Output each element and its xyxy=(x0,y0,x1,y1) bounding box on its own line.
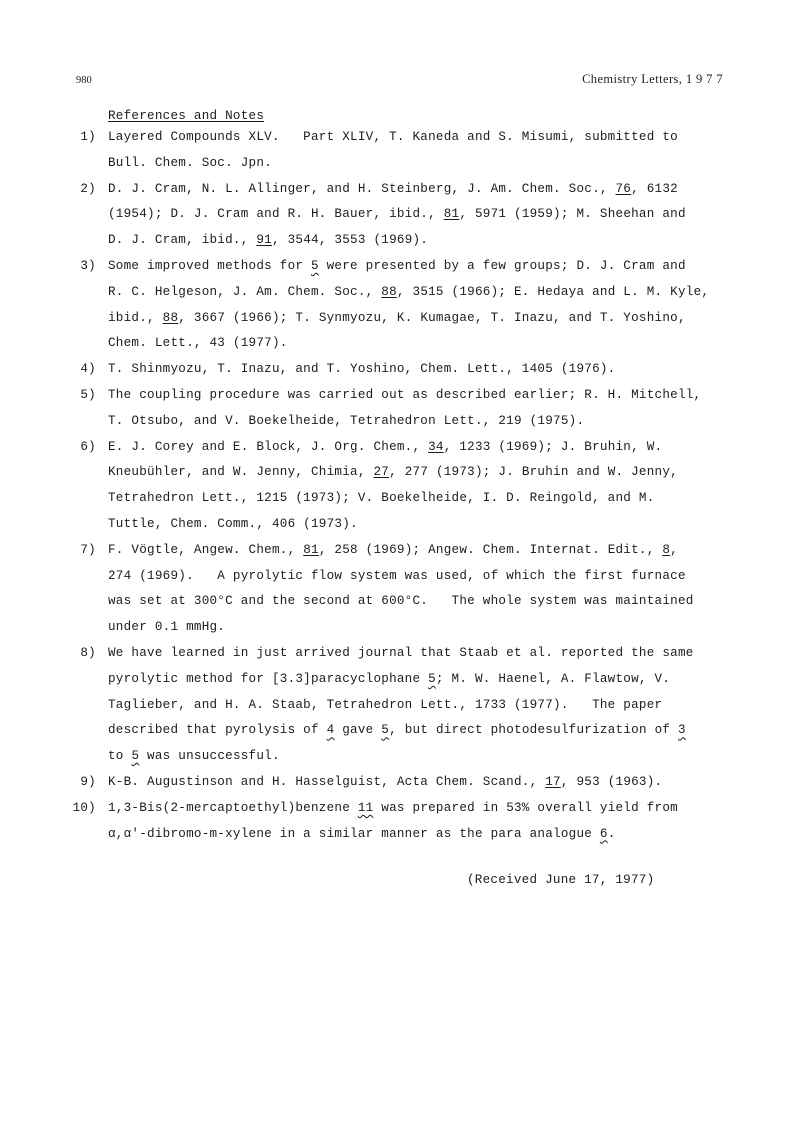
reference-line xyxy=(108,362,616,376)
reference-text: Tuttle, Chem. Comm., 406 (1973). xyxy=(108,517,358,531)
reference-text: was set at 300°C and the second at 600°C. The whole system was maintained xyxy=(108,594,694,609)
reference-line xyxy=(108,156,272,170)
received-date: (Received June 17, 1977) xyxy=(467,873,655,887)
page-number: 980 xyxy=(76,75,92,86)
compound-number: 5 xyxy=(381,723,390,738)
compound-number: 3 xyxy=(678,723,686,738)
reference-line xyxy=(108,491,655,505)
reference-line xyxy=(108,749,280,763)
reference-text: The coupling procedure was carried out as described earlier; R. H. Mitchell, xyxy=(108,388,702,402)
reference-text: ibid., xyxy=(108,310,163,325)
reference-line xyxy=(108,594,694,608)
reference-text: ; M. W. Haenel, A. Flawtow, V. xyxy=(435,671,671,686)
references-heading: References and Notes xyxy=(108,109,265,123)
reference-text: described that pyrolysis of xyxy=(108,723,327,738)
reference-text: T. Shinmyozu, T. Inazu, and T. Yoshino, Chem. Lett., 1405 (1976). xyxy=(108,362,616,377)
reference-text: 274 (1969). A pyrolytic flow system was used, of which the first furnace xyxy=(108,568,686,583)
reference-text: Tetrahedron Lett., 1215 (1973); V. Boekelheide, I. D. Reingold, and M. xyxy=(108,491,655,506)
reference-line xyxy=(108,543,678,557)
reference-line xyxy=(108,311,686,325)
reference-text: to xyxy=(108,749,132,764)
reference-line xyxy=(108,775,662,789)
reference-text: gave xyxy=(334,723,382,738)
volume-number: 27 xyxy=(373,465,390,480)
reference-number: 5) xyxy=(80,388,96,402)
reference-text: Kneubühler, and W. Jenny, Chimia, xyxy=(108,465,374,480)
reference-text: K-B. Augustinson and H. Hasselguist, Acta Chem. Scand., xyxy=(108,775,546,789)
reference-text: . xyxy=(607,826,616,841)
reference-text: , 3667 (1966); T. Synmyozu, K. Kumagae, T. Inazu, and T. Yoshino, xyxy=(178,310,686,325)
volume-number: 81 xyxy=(443,207,460,222)
compound-number: 6 xyxy=(599,826,608,841)
reference-line xyxy=(108,207,686,221)
reference-text: Bull. Chem. Soc. Jpn. xyxy=(108,155,272,170)
reference-number: 9) xyxy=(80,775,96,789)
reference-line xyxy=(108,388,701,402)
reference-text: , 277 (1973); J. Bruhin and W. Jenny, xyxy=(389,465,678,480)
reference-number: 10) xyxy=(72,800,96,815)
reference-line xyxy=(108,130,678,144)
reference-text: Chem. Lett., 43 (1977). xyxy=(108,336,288,351)
reference-line xyxy=(108,517,358,531)
reference-line xyxy=(108,285,709,299)
reference-text: Some improved methods for xyxy=(108,259,311,273)
reference-number: 7) xyxy=(80,542,96,557)
reference-text: F. Vögtle, Angew. Chem., xyxy=(108,542,304,557)
reference-text: , 1233 (1969); J. Bruhin, W. xyxy=(443,439,663,454)
reference-line xyxy=(108,414,584,428)
reference-text: We have learned in just arrived journal that Staab et al. reported the same xyxy=(108,646,694,660)
reference-text: pyrolytic method for [3.3]paracyclophane xyxy=(108,671,429,686)
reference-line xyxy=(108,646,694,660)
reference-text: (1954); D. J. Cram and R. H. Bauer, ibid., xyxy=(108,207,444,222)
compound-number: 5 xyxy=(131,749,140,764)
reference-text: , 3544, 3553 (1969). xyxy=(271,233,429,248)
reference-text: , but direct photodesulfurization of xyxy=(389,723,678,738)
reference-text: Taglieber, and H. A. Staab, Tetrahedron Lett., 1733 (1977). The paper xyxy=(108,697,663,712)
reference-text: was unsuccessful. xyxy=(139,749,280,764)
reference-number: 2) xyxy=(80,181,96,196)
reference-text: , 5971 (1959); M. Sheehan and xyxy=(459,207,686,222)
reference-text: was prepared in 53% overall yield from xyxy=(373,800,678,815)
reference-line xyxy=(108,827,616,841)
reference-line xyxy=(108,182,678,196)
reference-text: , 6132 xyxy=(631,181,678,196)
reference-line xyxy=(108,620,225,634)
reference-text: α,α'-dibromo-m-xylene in a similar manner as the para analogue xyxy=(108,826,600,841)
reference-text: D. J. Cram, ibid., xyxy=(108,233,257,248)
reference-number: 6) xyxy=(80,439,96,454)
reference-line xyxy=(108,723,686,737)
volume-number: 76 xyxy=(615,181,632,196)
reference-line xyxy=(108,233,428,247)
reference-line xyxy=(108,336,288,350)
running-title: Chemistry Letters, 1 9 7 7 xyxy=(582,72,723,86)
reference-number: 8) xyxy=(80,646,96,660)
volume-number: 17 xyxy=(545,775,561,789)
reference-line xyxy=(108,569,686,583)
reference-text: , 953 (1963). xyxy=(560,775,663,789)
reference-text: Layered Compounds XLV. Part XLIV, T. Kaneda and S. Misumi, submitted to xyxy=(108,130,678,144)
reference-text: R. C. Helgeson, J. Am. Chem. Soc., xyxy=(108,284,382,299)
volume-number: 8 xyxy=(662,542,671,557)
reference-line xyxy=(108,440,662,454)
compound-number: 4 xyxy=(326,723,335,738)
reference-number: 1) xyxy=(80,130,96,144)
reference-line xyxy=(108,801,678,815)
compound-number: 11 xyxy=(357,800,374,815)
compound-number: 5 xyxy=(428,671,436,686)
reference-line xyxy=(108,698,662,712)
reference-text: E. J. Corey and E. Block, J. Org. Chem., xyxy=(108,439,429,454)
reference-text: were presented by a few groups; D. J. Cram and xyxy=(318,259,686,273)
reference-text: , 258 (1969); Angew. Chem. Internat. Edit., xyxy=(318,542,663,557)
volume-number: 34 xyxy=(428,439,444,454)
volume-number: 88 xyxy=(162,310,179,325)
reference-text: 1,3-Bis(2-mercaptoethyl)benzene xyxy=(108,800,358,815)
reference-line xyxy=(108,465,678,479)
reference-line xyxy=(108,672,670,686)
reference-text: T. Otsubo, and V. Boekelheide, Tetrahedron Lett., 219 (1975). xyxy=(108,413,585,428)
volume-number: 88 xyxy=(381,284,397,299)
reference-text: under 0.1 mmHg. xyxy=(108,620,226,635)
volume-number: 81 xyxy=(303,542,319,557)
reference-text: , xyxy=(670,542,678,557)
compound-number: 5 xyxy=(311,259,319,273)
volume-number: 91 xyxy=(256,233,272,248)
reference-text: D. J. Cram, N. L. Allinger, and H. Steinberg, J. Am. Chem. Soc., xyxy=(108,181,616,196)
reference-text: , 3515 (1966); E. Hedaya and L. M. Kyle, xyxy=(396,284,710,299)
reference-line xyxy=(108,259,686,273)
reference-number: 3) xyxy=(80,259,96,273)
reference-number: 4) xyxy=(80,362,96,377)
